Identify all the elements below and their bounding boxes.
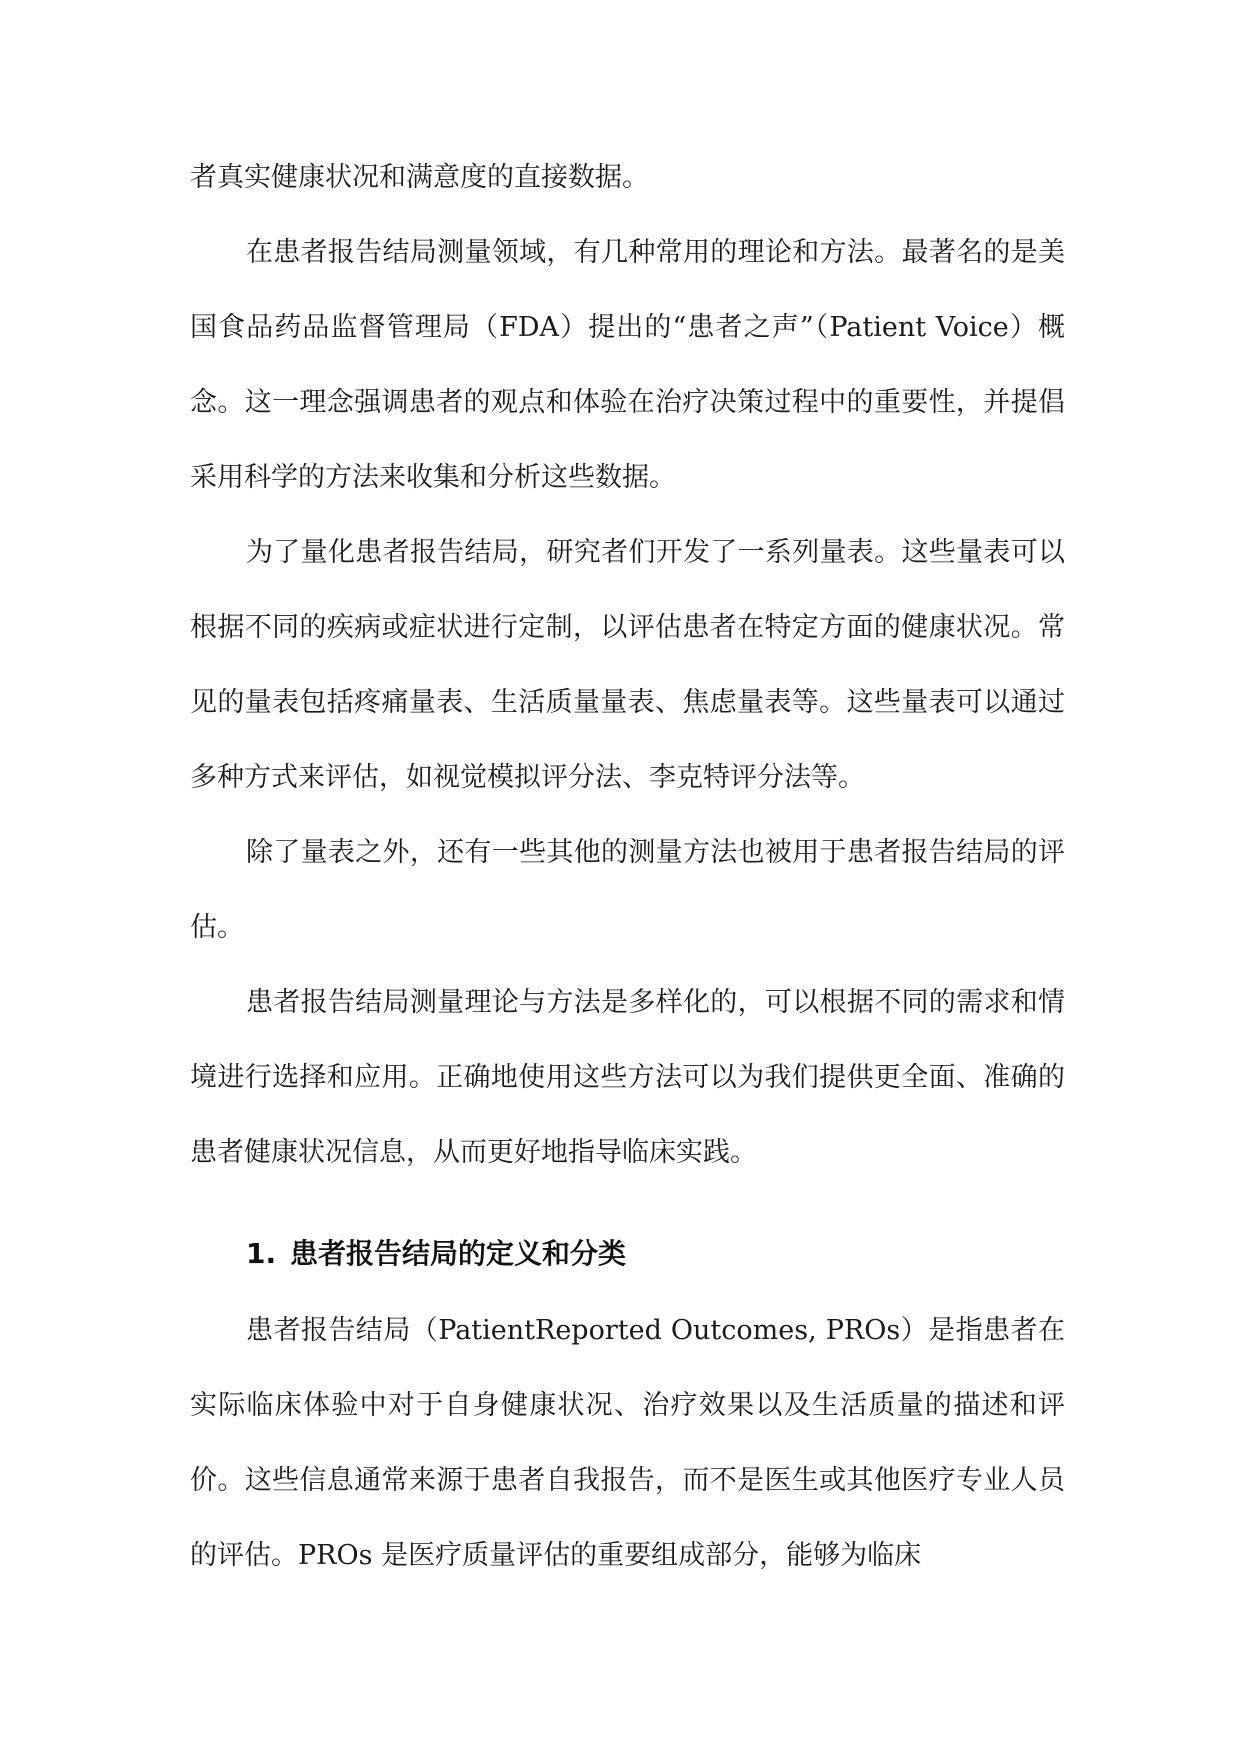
paragraph-scales: 为了量化患者报告结局，研究者们开发了一系列量表。这些量表可以根据不同的疾病或症状进行定制，以评估患者在特定方面的健康状况。常见的量表包括疼痛量表、生活质量量表、焦虑量表等。这些量表可以通过多种方式来评估，如视觉模拟评分法、李克特评分法等。 [190,537,1065,793]
document-body [190,140,1065,1593]
section-heading [190,1216,1065,1291]
section-number: 1. [246,1237,277,1270]
paragraph-other-methods: 除了量表之外，还有一些其他的测量方法也被用于患者报告结局的评估。 [190,837,1065,943]
section-title: 患者报告结局的定义和分类 [290,1237,627,1270]
paragraph-continuation: 者真实健康状况和满意度的直接数据。 [190,162,649,193]
paragraph-patient-voice: 在患者报告结局测量领域，有几种常用的理论和方法。最著名的是美国食品药品监督管理局（FDA）提出的“患者之声”（Patient Voice）概念。这一理念强调患者的观点和体验在治疗决策过程中的重要性，并提倡采用科学的方法来收集和分析这些数据。 [190,237,1065,493]
paragraph-pro-definition: 患者报告结局（PatientReported Outcomes, PROs）是指患者在实际临床体验中对于自身健康状况、治疗效果以及生活质量的描述和评价。这些信息通常来源于患者自我报告，而不是医生或其他医疗专业人员的评估。PROs 是医疗质量评估的重要组成部分，能够为临床 [190,1315,1065,1571]
paragraph-summary: 患者报告结局测量理论与方法是多样化的，可以根据不同的需求和情境进行选择和应用。正确地使用这些方法可以为我们提供更全面、准确的患者健康状况信息，从而更好地指导临床实践。 [190,987,1065,1168]
